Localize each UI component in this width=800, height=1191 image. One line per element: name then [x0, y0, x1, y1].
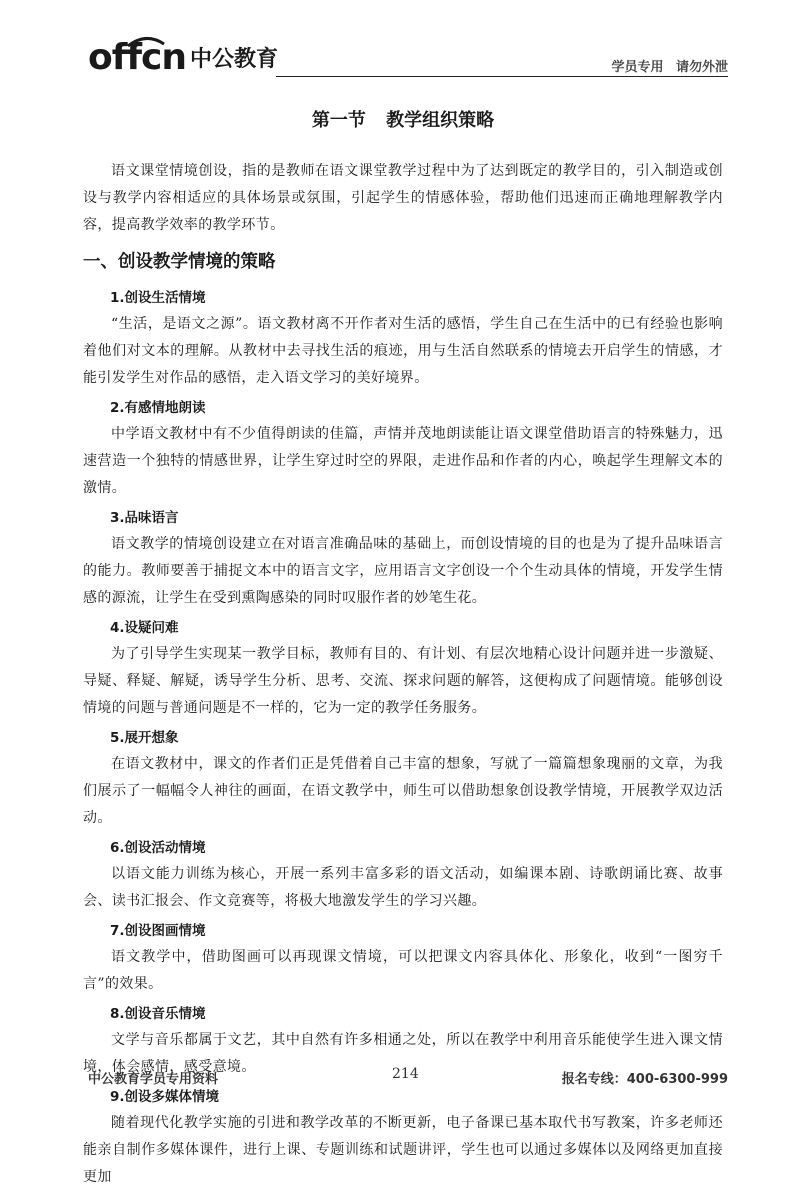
item-title: 8.创设音乐情境	[110, 1006, 206, 1022]
item-text: 以语文能力训练为核心，开展一系列丰富多彩的语文活动，如编课本剧、诗歌朗诵比赛、故事会、读书汇报会、作文竞赛等，将极大地激发学生的学习兴趣。	[83, 866, 723, 909]
item-text: 在语文教材中，课文的作者们正是凭借着自己丰富的想象，写就了一篇篇想象瑰丽的文章，为我们展示了一幅幅令人神往的画面，在语文教学中，师生可以借助想象创设教学情境，开展教学双边活动。	[83, 756, 723, 826]
footer-hotline: 报名专线：400-6300-999	[561, 1072, 728, 1087]
item-title: 5.展开想象	[110, 730, 179, 746]
item-text: “生活，是语文之源”。语文教材离不开作者对生活的感悟，学生自己在生活中的已有经验也影响着他们对文本的理解。从教材中去寻找生活的痕迹，用与生活自然联系的情境去开启学生的情感，才能引发学生对作品的感悟，走入语文学习的美好境界。	[83, 316, 723, 386]
item-text: 为了引导学生实现某一教学目标，教师有目的、有计划、有层次地精心设计问题并进一步激疑、导疑、释疑、解疑，诱导学生分析、思考、交流、探求问题的解答，这便构成了问题情境。能够创设情境的问题与普通问题是不一样的，它为一定的教学任务服务。	[83, 646, 723, 716]
item-text: 随着现代化教学实施的引进和教学改革的不断更新，电子备课已基本取代书写教案，许多老师还能亲自制作多媒体课件，进行上课、专题训练和试题讲评，学生也可以通过多媒体以及网络更加直接更加	[83, 1115, 723, 1185]
page-header	[88, 34, 728, 80]
document-body	[83, 106, 723, 1191]
item-title: 1.创设生活情境	[110, 290, 206, 306]
item-text: 文学与音乐都属于文艺，其中自然有许多相通之处，所以在教学中利用音乐能使学生进入课文情境，体会感情，感受意境。	[83, 1032, 723, 1075]
item-title: 4.设疑问难	[110, 620, 179, 636]
page-number: 214	[392, 1066, 419, 1082]
offcn-logo	[88, 36, 278, 78]
strategy-heading: 一、创设教学情境的策略	[83, 252, 276, 272]
item-title: 3.品味语言	[110, 510, 179, 526]
logo-arc-icon	[126, 34, 166, 48]
item-title: 9.创设多媒体情境	[110, 1089, 220, 1105]
logo-text: offcn	[88, 37, 187, 78]
section-title: 第一节 教学组织策略	[311, 110, 495, 131]
intro-paragraph: 语文课堂情境创设，指的是教师在语文课堂教学过程中为了达到既定的教学目的，引入制造或创设与教学内容相适应的具体场景或氛围，引起学生的情感体验，帮助他们迅速而正确地理解教学内容，提高教学效率的教学环节。	[83, 163, 723, 233]
item-text: 语文教学的情境创设建立在对语言准确品味的基础上，而创设情境的目的也是为了提升品味语言的能力。教师要善于捕捉文本中的语言文字，应用语言文字创设一个个生动具体的情境，开发学生情感的源流，让学生在受到熏陶感染的同时叹服作者的妙笔生花。	[83, 536, 723, 606]
header-note: 学员专用 请勿外泄	[611, 60, 728, 75]
item-title: 7.创设图画情境	[110, 923, 206, 939]
item-text: 语文教学中，借助图画可以再现课文情境，可以把课文内容具体化、形象化，收到“一图穷千言”的效果。	[83, 949, 723, 992]
header-rule	[276, 76, 728, 77]
footer-source: 中公教育学员专用资料	[88, 1072, 219, 1087]
page-footer	[88, 1068, 728, 1092]
item-text: 中学语文教材中有不少值得朗读的佳篇，声情并茂地朗读能让语文课堂借助语言的特殊魅力，迅速营造一个独特的情感世界，让学生穿过时空的界限，走进作品和作者的内心，唤起学生理解文本的激情。	[83, 426, 723, 496]
logo-cn-text: 中公教育	[190, 47, 279, 72]
item-title: 6.创设活动情境	[110, 840, 206, 856]
item-title: 2.有感情地朗读	[110, 400, 206, 416]
